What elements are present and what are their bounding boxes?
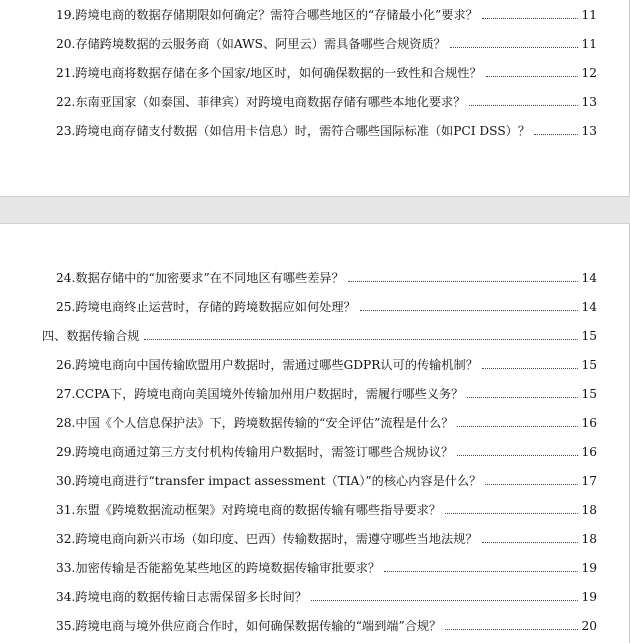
toc-dot-leader	[311, 600, 579, 601]
toc-dot-leader	[360, 310, 579, 311]
toc-entry-title: 25.跨境电商终止运营时，存储的跨境数据应如何处理？	[56, 300, 356, 314]
toc-page-number: 18	[581, 532, 597, 546]
toc-entry-title: 20.存储跨境数据的云服务商（如AWS、阿里云）需具备哪些合规资质？	[56, 37, 446, 51]
toc-entry-23[interactable]	[56, 122, 597, 140]
toc-dot-leader	[486, 76, 579, 77]
toc-page-number: 17	[581, 474, 597, 488]
toc-entry-27[interactable]	[56, 385, 597, 403]
toc-entry-title: 19.跨境电商的数据存储期限如何确定？需符合哪些地区的“存储最小化”要求？	[56, 8, 478, 22]
toc-page-number: 16	[581, 416, 597, 430]
toc-entry-31[interactable]	[56, 501, 597, 519]
document-page-2	[0, 223, 630, 643]
toc-dot-leader	[482, 542, 579, 543]
toc-entry-19[interactable]	[56, 6, 597, 24]
toc-entry-29[interactable]	[56, 443, 597, 461]
toc-entry-title: 22.东南亚国家（如泰国、菲律宾）对跨境电商数据存储有哪些本地化要求？	[56, 95, 466, 109]
toc-page-number: 13	[581, 124, 597, 138]
toc-page-number: 11	[581, 8, 597, 22]
toc-entry-title: 24.数据存储中的“加密要求”在不同地区有哪些差异？	[56, 271, 344, 285]
toc-entry-30[interactable]	[56, 472, 597, 490]
toc-entry-title: 28.中国《个人信息保护法》下，跨境数据传输的“安全评估”流程是什么？	[56, 416, 454, 430]
document-page-1	[0, 0, 630, 197]
toc-entry-title: 33.加密传输是否能豁免某些地区的跨境数据传输审批要求？	[56, 561, 381, 575]
toc-page-number: 12	[581, 66, 597, 80]
toc-entry-title: 35.跨境电商与境外供应商合作时，如何确保数据传输的“端到端”合规？	[56, 619, 442, 633]
toc-dot-leader	[534, 134, 578, 135]
toc-entry-title: 21.跨境电商将数据存储在多个国家/地区时，如何确保数据的一致性和合规性？	[56, 66, 482, 80]
toc-entry-title: 29.跨境电商通过第三方支付机构传输用户数据时，需签订哪些合规协议？	[56, 445, 454, 459]
toc-dot-leader	[144, 339, 579, 340]
toc-dot-leader	[485, 484, 578, 485]
toc-dot-leader	[445, 629, 578, 630]
toc-dot-leader	[450, 47, 579, 48]
toc-dot-leader	[457, 455, 578, 456]
toc-dot-leader	[445, 513, 578, 514]
toc-dot-leader	[469, 105, 578, 106]
toc-entry-26[interactable]	[56, 356, 597, 374]
toc-entry-24[interactable]	[56, 269, 597, 287]
toc-entry-title: 26.跨境电商向中国传输欧盟用户数据时，需通过哪些GDPR认可的传输机制？	[56, 358, 478, 372]
toc-page-number: 11	[581, 37, 597, 51]
toc-entry-33[interactable]	[56, 559, 597, 577]
toc-page-number: 15	[581, 387, 597, 401]
toc-entry-title: 32.跨境电商向新兴市场（如印度、巴西）传输数据时，需遵守哪些当地法规？	[56, 532, 478, 546]
toc-page-number: 18	[581, 503, 597, 517]
toc-page-number: 15	[581, 358, 597, 372]
toc-dot-leader	[457, 426, 578, 427]
toc-entry-25[interactable]	[56, 298, 597, 316]
toc-entry-35[interactable]	[56, 617, 597, 635]
toc-page-number: 20	[581, 619, 597, 633]
toc-entry-34[interactable]	[56, 588, 597, 606]
toc-dot-leader	[467, 397, 578, 398]
toc-entry-22[interactable]	[56, 93, 597, 111]
toc-dot-leader	[482, 18, 579, 19]
toc-entry-20[interactable]	[56, 35, 597, 53]
toc-entry-28[interactable]	[56, 414, 597, 432]
toc-dot-leader	[384, 571, 578, 572]
toc-dot-leader	[348, 281, 579, 282]
toc-dot-leader	[482, 368, 579, 369]
toc-page-number: 14	[581, 271, 597, 285]
toc-page-number: 16	[581, 445, 597, 459]
toc-entry-title: 31.东盟《跨境数据流动框架》对跨境电商的数据传输有哪些指导要求？	[56, 503, 442, 517]
toc-entry-title: 34.跨境电商的数据传输日志需保留多长时间？	[56, 590, 307, 604]
toc-entry-title: 27.CCPA下，跨境电商向美国境外传输加州用户数据时，需履行哪些义务？	[56, 387, 464, 401]
toc-page-number: 19	[581, 590, 597, 604]
toc-page-number: 15	[581, 329, 597, 343]
toc-page-number: 13	[581, 95, 597, 109]
toc-section-data-transfer[interactable]	[42, 327, 597, 345]
toc-section-title: 四、数据传输合规	[42, 329, 140, 343]
toc-page-number: 19	[581, 561, 597, 575]
toc-entry-32[interactable]	[56, 530, 597, 548]
toc-entry-title: 23.跨境电商存储支付数据（如信用卡信息）时，需符合哪些国际标准（如PCI DSS）？	[56, 124, 531, 138]
toc-page-number: 14	[581, 300, 597, 314]
toc-entry-title: 30.跨境电商进行“transfer impact assessment（TIA）”的核心内容是什么？	[56, 474, 482, 488]
toc-entry-21[interactable]	[56, 64, 597, 82]
